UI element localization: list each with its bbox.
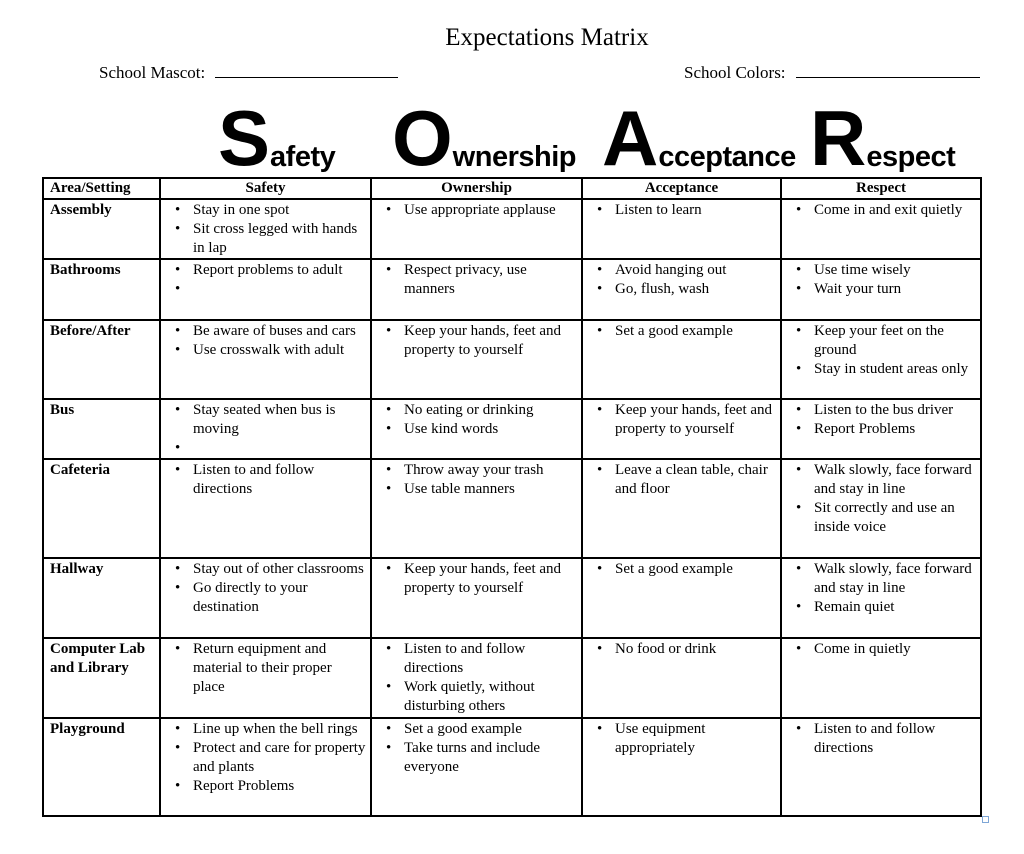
bullet-item: • Listen to and follow directions (378, 640, 578, 678)
bullet-item: • Stay out of other classrooms (167, 560, 367, 579)
header-acceptance: Acceptance (582, 178, 781, 199)
header-respect: Respect (781, 178, 981, 199)
bullet-item: • Sit cross legged with hands in lap (167, 220, 367, 258)
bullet-list (167, 261, 367, 299)
header-safety: Safety (160, 178, 371, 199)
bullet-item: • Work quietly, without disturbing others (378, 678, 578, 716)
big-heading-safety (218, 94, 336, 182)
bullet-item: • Come in quietly (788, 640, 977, 659)
school-mascot-field (99, 63, 398, 83)
bullet-item: • Use time wisely (788, 261, 977, 280)
big-heading-ownership (392, 94, 576, 182)
respect-cell (781, 399, 981, 459)
respect-cell (781, 199, 981, 259)
bullet-list (788, 560, 977, 617)
table-row (43, 718, 981, 816)
ownership-cell (371, 718, 582, 816)
respect-cell (781, 558, 981, 638)
bullet-item: • Sit correctly and use an inside voice (788, 499, 977, 537)
table-row (43, 399, 981, 459)
bullet-list (167, 201, 367, 258)
bullet-item: • Set a good example (589, 560, 777, 579)
bullet-item: • Listen to and follow directions (788, 720, 977, 758)
safety-cell (160, 259, 371, 320)
bullet-item: • Stay in one spot (167, 201, 367, 220)
acceptance-cell (582, 718, 781, 816)
area-setting-cell: Bus (43, 399, 160, 459)
bullet-item: • No food or drink (589, 640, 777, 659)
area-setting-cell: Computer Lab and Library (43, 638, 160, 718)
table-row (43, 558, 981, 638)
bullet-item: • Report problems to adult (167, 261, 367, 280)
bullet-list (378, 640, 578, 716)
bullet-list (167, 322, 367, 360)
selection-handle[interactable] (982, 816, 989, 823)
acceptance-cell (582, 199, 781, 259)
bullet-item: • Report Problems (788, 420, 977, 439)
big-heading-initial: A (602, 94, 657, 182)
bullet-list (167, 640, 367, 697)
bullet-list (589, 201, 777, 220)
bullet-list (589, 401, 777, 439)
safety-cell (160, 638, 371, 718)
bullet-list (788, 401, 977, 439)
bullet-list (589, 720, 777, 758)
bullet-item: • Respect privacy, use manners (378, 261, 578, 299)
bullet-item: • Use kind words (378, 420, 578, 439)
bullet-list (589, 261, 777, 299)
bullet-list (788, 201, 977, 220)
bullet-list (589, 461, 777, 499)
big-heading-rest: cceptance (658, 141, 796, 173)
big-heading-rest: wnership (452, 141, 576, 173)
bullet-item: • No eating or drinking (378, 401, 578, 420)
big-heading-initial: O (392, 94, 451, 182)
area-setting-cell: Before/After (43, 320, 160, 399)
bullet-item: • Use table manners (378, 480, 578, 499)
safety-cell (160, 558, 371, 638)
bullet-list (378, 322, 578, 360)
bullet-item: • Go directly to your destination (167, 579, 367, 617)
bullet-list (167, 461, 367, 499)
bullet-list (589, 640, 777, 659)
table-row (43, 320, 981, 399)
bullet-item: • Return equipment and material to their proper place (167, 640, 367, 697)
ownership-cell (371, 558, 582, 638)
area-setting-cell: Assembly (43, 199, 160, 259)
bullet-list (589, 560, 777, 579)
bullet-item: • Go, flush, wash (589, 280, 777, 299)
bullet-list (167, 401, 367, 458)
bullet-item: • Remain quiet (788, 598, 977, 617)
bullet-item: • Keep your feet on the ground (788, 322, 977, 360)
respect-cell (781, 259, 981, 320)
bullet-item: • Avoid hanging out (589, 261, 777, 280)
bullet-item: • Line up when the bell rings (167, 720, 367, 739)
ownership-cell (371, 399, 582, 459)
table-row (43, 638, 981, 718)
respect-cell (781, 320, 981, 399)
page-title: Expectations Matrix (445, 24, 649, 51)
bullet-list (788, 322, 977, 379)
bullet-item: • Use crosswalk with adult (167, 341, 367, 360)
ownership-cell (371, 459, 582, 558)
ownership-cell (371, 199, 582, 259)
bullet-item (167, 280, 367, 299)
ownership-cell (371, 638, 582, 718)
bullet-item: • Listen to and follow directions (167, 461, 367, 499)
bullet-item: • Be aware of buses and cars (167, 322, 367, 341)
big-heading-acceptance (602, 94, 796, 182)
acceptance-cell (582, 399, 781, 459)
bullet-list (378, 201, 578, 220)
bullet-item: • Set a good example (589, 322, 777, 341)
ownership-cell (371, 259, 582, 320)
bullet-list (378, 261, 578, 299)
bullet-item: • Walk slowly, face forward and stay in line (788, 461, 977, 499)
acceptance-cell (582, 259, 781, 320)
table-row (43, 199, 981, 259)
bullet-item: • Listen to the bus driver (788, 401, 977, 420)
area-setting-cell: Cafeteria (43, 459, 160, 558)
safety-cell (160, 718, 371, 816)
bullet-list (378, 401, 578, 439)
big-heading-initial: R (810, 94, 865, 182)
area-setting-cell: Playground (43, 718, 160, 816)
bullet-item: • Listen to learn (589, 201, 777, 220)
safety-cell (160, 320, 371, 399)
school-mascot-blank[interactable] (215, 63, 398, 78)
respect-cell (781, 718, 981, 816)
school-mascot-label: School Mascot: (99, 63, 206, 82)
bullet-list (788, 461, 977, 537)
area-setting-cell: Bathrooms (43, 259, 160, 320)
table-row (43, 259, 981, 320)
school-colors-field (684, 63, 980, 83)
bullet-item: • Use appropriate applause (378, 201, 578, 220)
table-body (43, 199, 981, 816)
acceptance-cell (582, 320, 781, 399)
big-heading-initial: S (218, 94, 269, 182)
acceptance-cell (582, 558, 781, 638)
bullet-item: • Stay in student areas only (788, 360, 977, 379)
bullet-item: • Stay seated when bus is moving (167, 401, 367, 439)
bullet-list (378, 560, 578, 598)
ownership-cell (371, 320, 582, 399)
school-colors-blank[interactable] (796, 63, 980, 78)
bullet-item: • Protect and care for property and plants (167, 739, 367, 777)
acceptance-cell (582, 638, 781, 718)
big-heading-rest: espect (866, 141, 956, 173)
bullet-item: • Report Problems (167, 777, 367, 796)
expectations-table (42, 177, 982, 817)
bullet-list (167, 720, 367, 796)
big-heading-rest: afety (270, 141, 336, 173)
bullet-item: • Keep your hands, feet and property to yourself (378, 322, 578, 360)
header-area-setting: Area/Setting (43, 178, 160, 199)
table-header-row (43, 178, 981, 199)
bullet-list (589, 322, 777, 341)
big-heading-respect (810, 94, 956, 182)
safety-cell (160, 199, 371, 259)
safety-cell (160, 399, 371, 459)
respect-cell (781, 638, 981, 718)
school-colors-label: School Colors: (684, 63, 786, 82)
bullet-list (788, 720, 977, 758)
bullet-item: • Keep your hands, feet and property to yourself (589, 401, 777, 439)
bullet-list (378, 461, 578, 499)
bullet-list (788, 640, 977, 659)
bullet-item: • Walk slowly, face forward and stay in line (788, 560, 977, 598)
bullet-list (788, 261, 977, 299)
bullet-item (167, 439, 367, 458)
bullet-item: • Keep your hands, feet and property to yourself (378, 560, 578, 598)
bullet-list (167, 560, 367, 617)
bullet-item: • Use equipment appropriately (589, 720, 777, 758)
bullet-list (378, 720, 578, 777)
bullet-item: • Leave a clean table, chair and floor (589, 461, 777, 499)
bullet-item: • Wait your turn (788, 280, 977, 299)
bullet-item: • Throw away your trash (378, 461, 578, 480)
area-setting-cell: Hallway (43, 558, 160, 638)
bullet-item: • Set a good example (378, 720, 578, 739)
respect-cell (781, 459, 981, 558)
bullet-item: • Take turns and include everyone (378, 739, 578, 777)
table-row (43, 459, 981, 558)
bullet-item: • Come in and exit quietly (788, 201, 977, 220)
safety-cell (160, 459, 371, 558)
header-ownership: Ownership (371, 178, 582, 199)
acceptance-cell (582, 459, 781, 558)
